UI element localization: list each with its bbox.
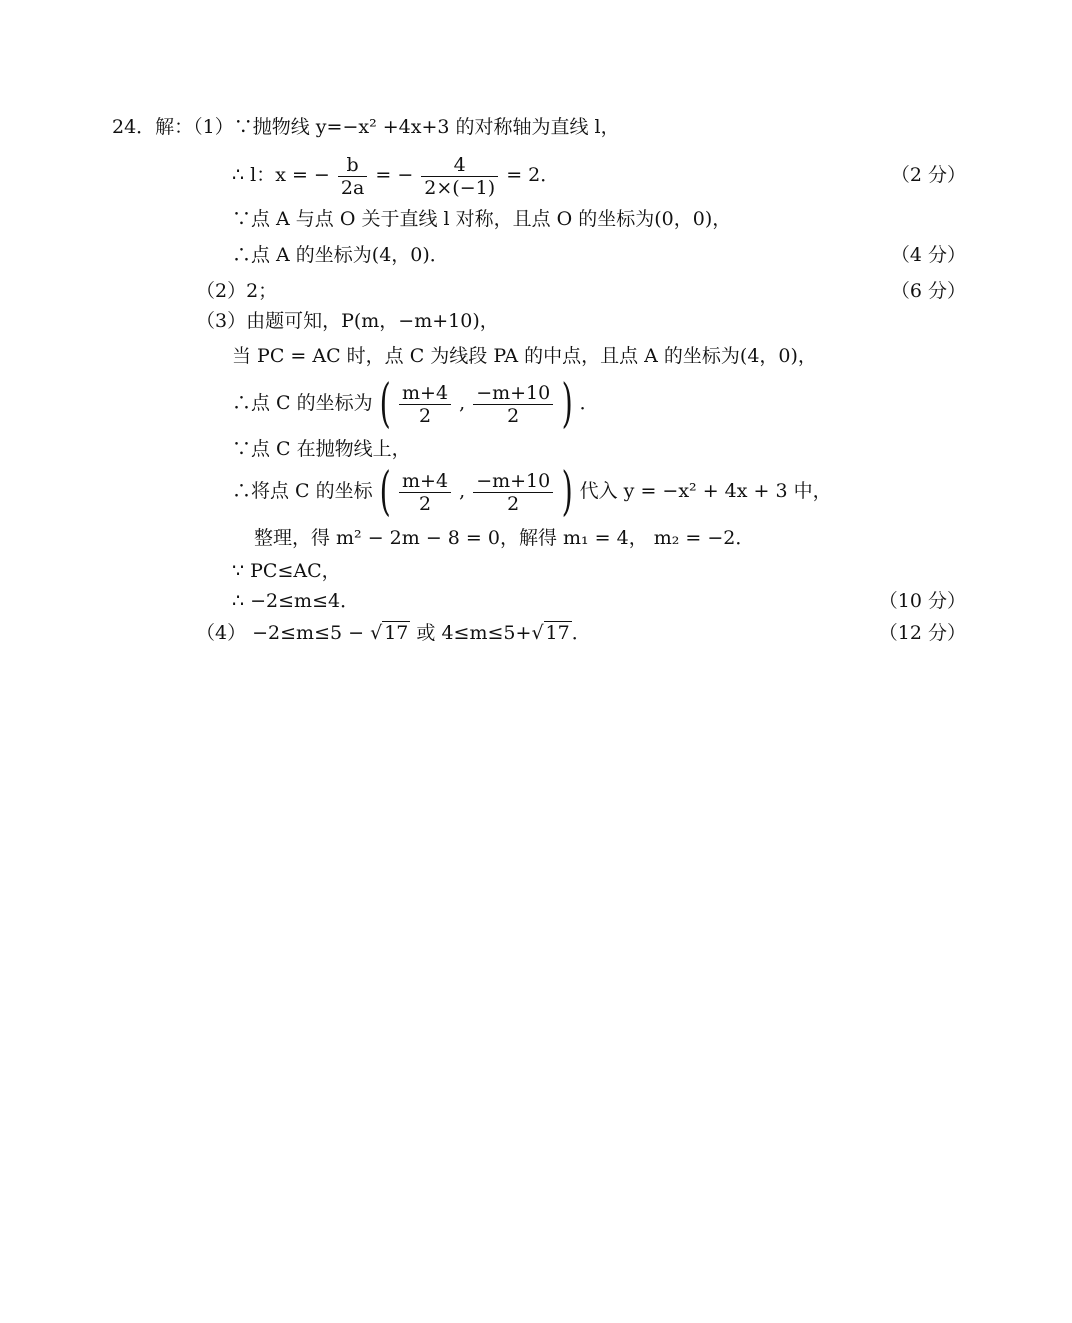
left-paren: ( bbox=[379, 374, 391, 434]
score-10: （10 分） bbox=[878, 590, 966, 612]
fraction-denominator: 2 bbox=[399, 492, 451, 515]
fraction-numerator: −m+10 bbox=[476, 381, 551, 404]
fraction-denominator: 2a bbox=[338, 176, 367, 199]
fraction-numerator: 4 bbox=[453, 153, 466, 176]
c-on-parabola-line: ∵点 C 在抛物线上， bbox=[232, 438, 411, 460]
part4-pre: （4） −2≤m≤5 − bbox=[196, 622, 371, 644]
sqrt-sign: √ bbox=[370, 622, 383, 644]
midpoint-line: 当 PC = AC 时，点 C 为线段 PA 的中点，且点 A 的坐标为(4，0)， bbox=[232, 345, 817, 367]
point-c-coord-line bbox=[232, 374, 599, 434]
sqrt-sign: √ bbox=[531, 622, 544, 644]
pc-le-ac-line: ∵ PC≤AC， bbox=[232, 560, 341, 582]
score-12: （12 分） bbox=[878, 622, 966, 644]
right-paren: ) bbox=[561, 374, 574, 434]
point-c-post: ． bbox=[579, 392, 599, 414]
substitute-post: 代入 y = −x² + 4x + 3 中， bbox=[579, 480, 832, 502]
fraction-m-plus-4 bbox=[399, 470, 451, 515]
fraction-neg-m-plus-10 bbox=[473, 382, 553, 427]
part4-answer bbox=[196, 618, 591, 648]
axis-formula-mid: = − bbox=[375, 164, 414, 186]
fraction-numerator: −m+10 bbox=[476, 469, 551, 492]
fraction-4-over-neg2 bbox=[421, 154, 498, 199]
equation-solve-line: 整理，得 m² − 2m − 8 = 0，解得 m₁ = 4， m₂ = −2． bbox=[254, 527, 755, 549]
part3-intro: （3）由题可知，P(m，−m+10)， bbox=[196, 310, 499, 332]
point-a-line: ∴点 A 的坐标为(4，0)． bbox=[232, 244, 449, 266]
fraction-denominator: 2×(−1) bbox=[421, 176, 498, 199]
score-6: （6 分） bbox=[890, 280, 966, 302]
axis-formula-line bbox=[232, 150, 559, 200]
axis-formula-pre: ∴ l：x = − bbox=[232, 164, 330, 186]
coord-separator: , bbox=[459, 480, 466, 502]
part4-post: ． bbox=[571, 622, 591, 644]
fraction-denominator: 2 bbox=[399, 404, 451, 427]
part2-answer: （2）2； bbox=[196, 280, 278, 302]
left-paren: ( bbox=[379, 462, 391, 522]
score-4: （4 分） bbox=[890, 244, 966, 266]
fraction-denominator: 2 bbox=[473, 492, 553, 515]
sqrt-radicand: 17 bbox=[384, 622, 409, 644]
symmetry-line: ∵点 A 与点 O 关于直线 l 对称，且点 O 的坐标为(0，0)， bbox=[232, 208, 732, 230]
fraction-m-plus-4 bbox=[399, 382, 451, 427]
point-c-pre: ∴点 C 的坐标为 bbox=[232, 392, 373, 414]
sqrt-radicand: 17 bbox=[545, 622, 570, 644]
fraction-b-over-2a bbox=[338, 154, 367, 199]
substitute-pre: ∴将点 C 的坐标 bbox=[232, 480, 373, 502]
part4-mid: 或 4≤m≤5+ bbox=[410, 622, 532, 644]
substitute-line bbox=[232, 462, 832, 522]
right-paren: ) bbox=[561, 462, 574, 522]
coord-separator: , bbox=[459, 392, 466, 414]
fraction-numerator: m+4 bbox=[402, 469, 449, 492]
fraction-neg-m-plus-10 bbox=[473, 470, 553, 515]
fraction-numerator: m+4 bbox=[402, 381, 449, 404]
axis-formula-post: = 2． bbox=[506, 164, 560, 186]
m-range-line: ∴ −2≤m≤4． bbox=[232, 590, 360, 612]
score-2: （2 分） bbox=[890, 164, 966, 186]
fraction-denominator: 2 bbox=[473, 404, 553, 427]
problem-header: 24．解：（1）∵抛物线 y=−x² +4x+3 的对称轴为直线 l， bbox=[112, 116, 620, 138]
fraction-numerator: b bbox=[346, 153, 359, 176]
